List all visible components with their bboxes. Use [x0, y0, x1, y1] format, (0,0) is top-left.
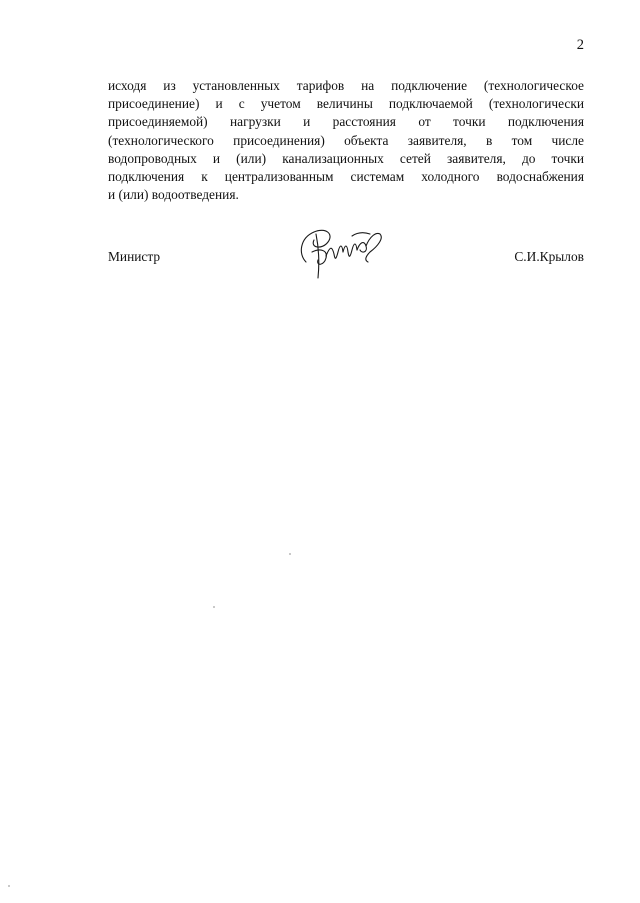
body-paragraph	[108, 77, 584, 204]
text-line: подключения к централизованным системам холодного водоснабжения	[108, 169, 584, 185]
scan-speck	[213, 606, 215, 608]
page-number: 2	[576, 37, 584, 53]
text-line: присоединяемой) нагрузки и расстояния от точки подключения	[108, 114, 584, 130]
text-line: присоединение) и с учетом величины подключаемой (технологически	[108, 96, 584, 112]
scan-speck	[289, 553, 291, 555]
scan-speck	[8, 885, 10, 887]
text-line: исходя из установленных тарифов на подключение (технологическое	[108, 78, 584, 93]
text-line: и (или) водоотведения.	[108, 187, 239, 203]
handwritten-signature	[292, 222, 388, 282]
signatory-name: С.И.Крылов	[514, 249, 584, 264]
signatory-position: Министр	[108, 249, 161, 264]
text-line: (технологического присоединения) объекта заявителя, в том числе	[108, 132, 584, 148]
text-line: водопроводных и (или) канализационных сетей заявителя, до точки	[108, 150, 584, 166]
